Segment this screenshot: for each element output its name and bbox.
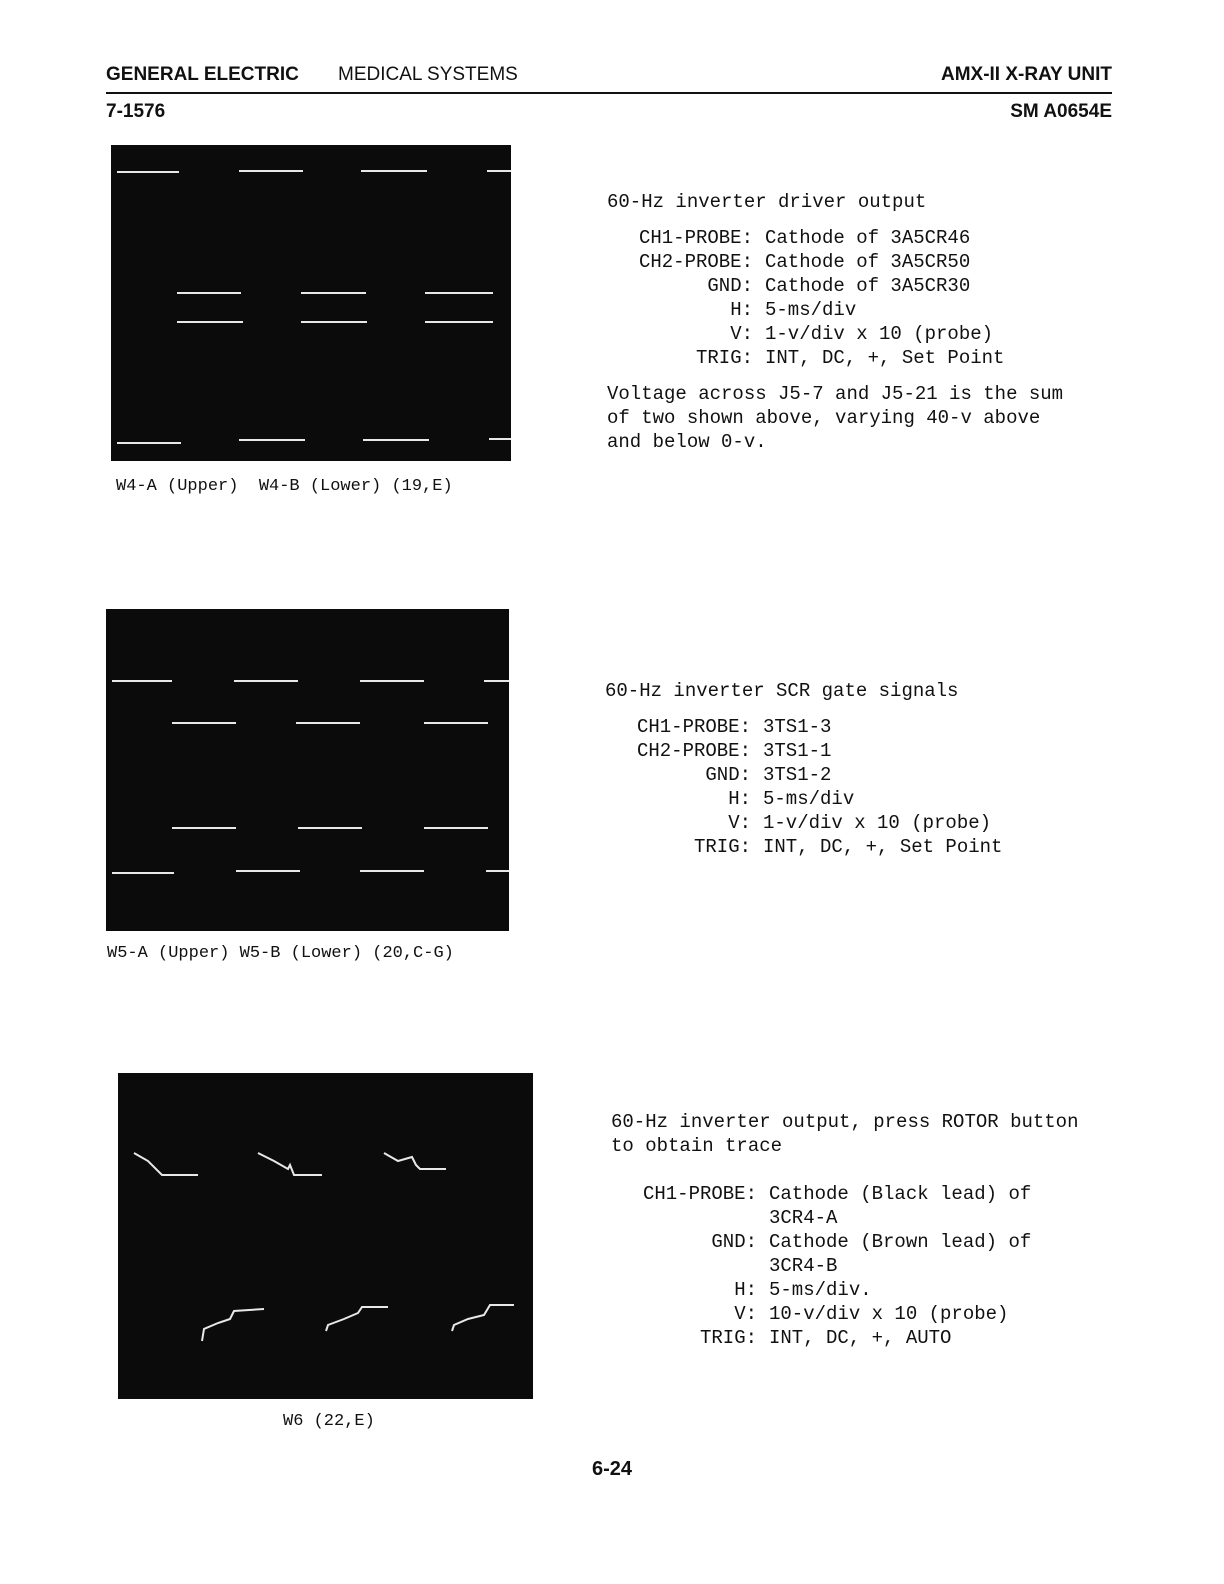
spec-label: V: [728,812,751,834]
spec-row [605,763,1002,787]
spec-value: 1-v/div x 10 (probe) [765,323,994,345]
page-number: 6-24 [591,1458,633,1480]
spec-label: TRIG: [699,1327,757,1349]
spec-row [605,715,1002,739]
spec-value: 1-v/div x 10 (probe) [763,812,992,834]
figure-title: 60-Hz inverter driver output [607,191,927,213]
spec-value: Cathode of 3A5CR46 [765,227,971,249]
figure-caption-w4: W4-A (Upper) W4-B (Lower) (19,E) [116,477,453,496]
spec-value: Cathode of 3A5CR50 [765,251,971,273]
spec-list [607,226,1063,370]
spec-label: CH2-PROBE: [638,251,753,273]
oscilloscope-photo-w5 [106,609,509,931]
spec-row [605,739,1002,763]
spec-value: INT, DC, +, AUTO [769,1327,952,1349]
figure-title: 60-Hz inverter SCR gate signals [605,680,959,702]
header-rule [106,92,1112,94]
spec-label: CH1-PROBE: [638,227,753,249]
figure-caption-w6: W6 (22,E) [283,1412,375,1431]
spec-value: 5-ms/div [763,788,855,810]
figure-title: 60-Hz inverter output, press ROTOR button to obtain trace [611,1111,1079,1157]
spec-row [607,322,1063,346]
spec-value: Cathode (Brown lead) of 3CR4-B [769,1231,1032,1277]
spec-row [607,274,1063,298]
spec-label: CH2-PROBE: [636,740,751,762]
spec-label: TRIG: [695,347,753,369]
spec-label: GND: [711,1231,757,1253]
spec-row [607,250,1063,274]
spec-label: GND: [705,764,751,786]
header-doc-number: 7-1576 [106,101,166,122]
spec-row [611,1302,1078,1326]
header-division: MEDICAL SYSTEMS [338,64,518,85]
spec-label: CH1-PROBE: [636,716,751,738]
spec-label: V: [730,323,753,345]
spec-row [605,835,1002,859]
header-company: GENERAL ELECTRIC [106,64,299,85]
spec-row [607,346,1063,370]
spec-row [611,1278,1078,1302]
figure-description-w5 [605,679,1002,859]
spec-row [607,226,1063,250]
spec-value: 10-v/div x 10 (probe) [769,1303,1009,1325]
spec-row [611,1326,1078,1350]
spec-label: H: [728,788,751,810]
spec-list [611,1182,1078,1350]
spec-label: H: [734,1279,757,1301]
oscilloscope-photo-w6 [118,1073,533,1399]
spec-label: CH1-PROBE: [642,1183,757,1205]
spec-label: V: [734,1303,757,1325]
spec-value: 3TS1-3 [763,716,832,738]
header-service-manual-number: SM A0654E [1010,101,1112,122]
spec-value: INT, DC, +, Set Point [765,347,1005,369]
figure-description-w4 [607,190,1063,454]
spec-row [605,811,1002,835]
spec-label: GND: [707,275,753,297]
spec-value: 3TS1-2 [763,764,832,786]
spec-label: TRIG: [693,836,751,858]
figure-description-w6 [611,1110,1078,1350]
spec-value: 3TS1-1 [763,740,832,762]
spec-value: INT, DC, +, Set Point [763,836,1003,858]
spec-row [611,1230,1078,1278]
figure-note: Voltage across J5-7 and J5-21 is the sum of two shown above, varying 40-v above and below 0-v. [607,383,1064,453]
spec-row [607,298,1063,322]
figure-caption-w5: W5-A (Upper) W5-B (Lower) (20,C-G) [107,944,454,963]
spec-label: H: [730,299,753,321]
spec-list [605,715,1002,859]
spec-value: 5-ms/div. [769,1279,872,1301]
oscilloscope-photo-w4 [111,145,511,461]
spec-value: Cathode (Black lead) of 3CR4-A [769,1183,1032,1229]
spec-value: Cathode of 3A5CR30 [765,275,971,297]
header-product: AMX-II X-RAY UNIT [940,64,1112,85]
spec-row [611,1182,1078,1230]
spec-value: 5-ms/div [765,299,857,321]
spec-row [605,787,1002,811]
